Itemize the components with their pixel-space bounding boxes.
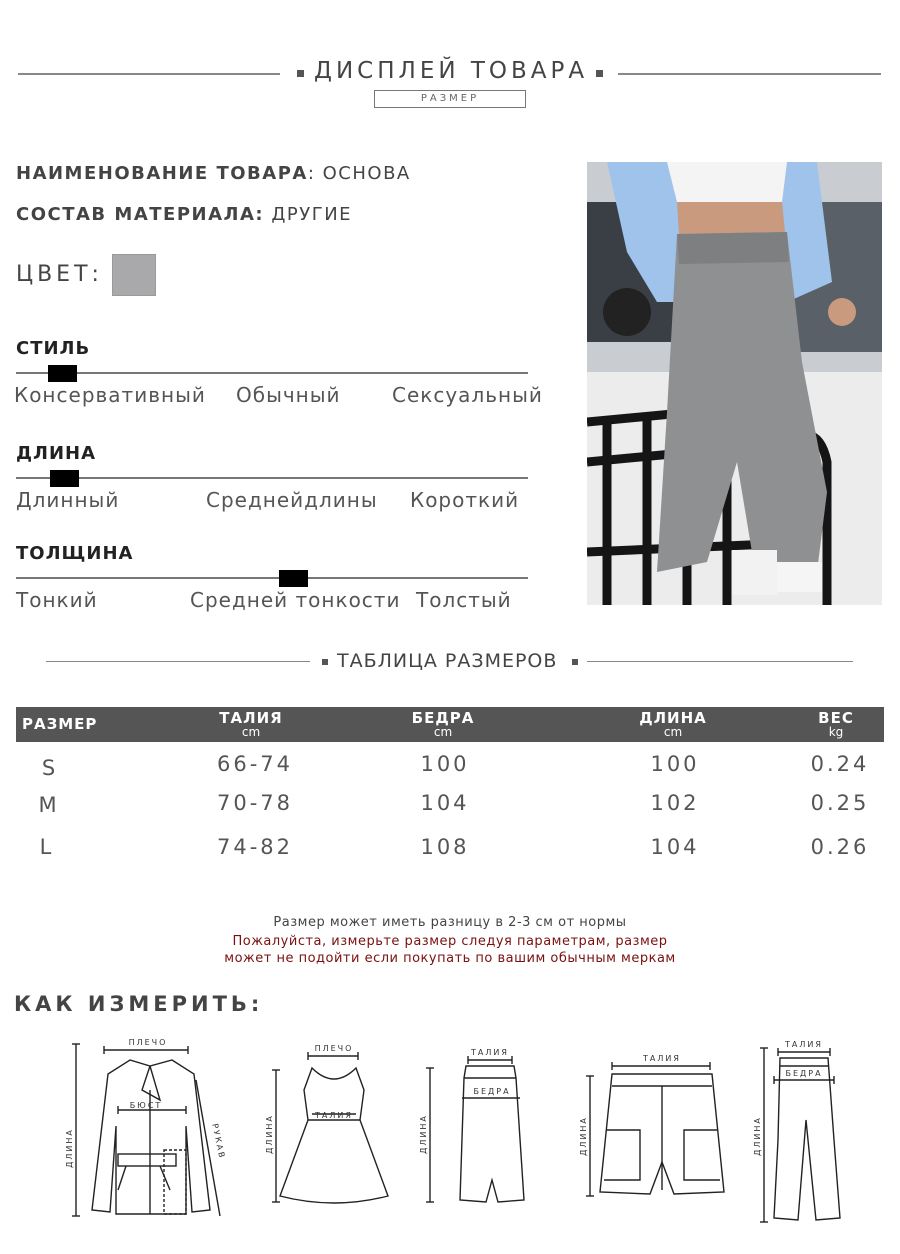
- material-row: [16, 204, 352, 225]
- label-waist-shorts: ТАЛИЯ: [643, 1054, 681, 1063]
- style-option-conservative: Консервативный: [14, 383, 206, 407]
- length-option-long: Длинный: [16, 488, 120, 512]
- thickness-option-thick: Толстый: [416, 588, 512, 612]
- label-hips-trousers: БЕДРА: [785, 1069, 823, 1078]
- how-to-measure-title: КАК ИЗМЕРИТЬ:: [14, 992, 264, 1016]
- label-waist-dress: ТАЛИЯ: [315, 1111, 353, 1120]
- style-option-sexy: Сексуальный: [392, 383, 543, 407]
- header-rule-right: [618, 73, 881, 75]
- material-value: ДРУГИЕ: [264, 204, 353, 225]
- product-photo: [587, 162, 882, 605]
- color-swatch: [112, 254, 156, 296]
- cell-length: 100: [650, 752, 700, 776]
- style-option-casual: Обычный: [236, 383, 341, 407]
- header-rule-left: [18, 73, 280, 75]
- measurement-diagrams: [0, 1030, 900, 1230]
- product-name-row: [16, 163, 411, 184]
- label-bust-shirt: БЮСТ: [129, 1101, 163, 1110]
- cell-hips: 108: [420, 835, 470, 859]
- color-label: ЦВЕТ:: [16, 262, 103, 287]
- label-length-skirt: ДЛИНА: [419, 1114, 428, 1154]
- size-table-header: [16, 707, 884, 742]
- material-label: СОСТАВ МАТЕРИАЛА:: [16, 204, 265, 225]
- length-option-medium: Среднейдлины: [206, 488, 378, 512]
- header-waist: ТАЛИЯ cm: [219, 709, 283, 739]
- label-length-shirt: ДЛИНА: [65, 1128, 74, 1168]
- cell-hips: 100: [420, 752, 470, 776]
- thickness-title: ТОЛЩИНА: [16, 543, 134, 564]
- cell-size: M: [38, 793, 60, 817]
- header-length: ДЛИНА cm: [639, 709, 707, 739]
- size-table-square-left: [322, 659, 328, 665]
- dress-diagram: [272, 1052, 388, 1203]
- measure-warning-line2: может не подойти если покупать по вашим обычным меркам: [224, 951, 676, 966]
- label-shoulder-dress: ПЛЕЧО: [314, 1044, 354, 1053]
- size-table-rule-right: [587, 661, 853, 662]
- thickness-option-thin: Тонкий: [16, 588, 98, 612]
- cell-waist: 66-74: [216, 752, 294, 776]
- size-table-square-right: [572, 659, 578, 665]
- label-waist-skirt: ТАЛИЯ: [471, 1048, 509, 1057]
- shorts-diagram: [586, 1062, 724, 1196]
- style-marker: [48, 365, 77, 382]
- size-table-rule-left: [46, 661, 310, 662]
- header-square-right: [596, 70, 603, 77]
- label-length-shorts: ДЛИНА: [579, 1116, 588, 1156]
- page-title: ДИСПЛЕЙ ТОВАРА: [314, 58, 589, 84]
- cell-length: 102: [650, 791, 700, 815]
- cell-hips: 104: [420, 791, 470, 815]
- label-length-trousers: ДЛИНА: [753, 1116, 762, 1156]
- label-shoulder-shirt: ПЛЕЧО: [128, 1038, 168, 1047]
- label-sleeve-shirt: РУКАВ: [210, 1122, 227, 1161]
- cell-size: L: [39, 835, 55, 859]
- thickness-track: [16, 577, 528, 579]
- header-size: РАЗМЕР: [22, 715, 98, 733]
- label-length-dress: ДЛИНА: [265, 1114, 274, 1154]
- cell-weight: 0.24: [810, 752, 870, 776]
- cell-size: S: [41, 756, 59, 780]
- thickness-marker: [279, 570, 308, 587]
- thickness-option-medium: Средней тонкости: [190, 588, 401, 612]
- measure-warning-line1: Пожалуйста, измерьте размер следуя параметрам, размер: [232, 934, 668, 949]
- length-marker: [50, 470, 79, 487]
- cell-waist: 70-78: [216, 791, 294, 815]
- length-option-short: Короткий: [410, 488, 520, 512]
- cell-weight: 0.25: [810, 791, 870, 815]
- header-weight: ВЕС kg: [818, 709, 854, 739]
- skirt-diagram: [426, 1056, 524, 1202]
- length-track: [16, 477, 528, 479]
- size-note: Размер может иметь разницу в 2-3 см от нормы: [273, 915, 627, 930]
- label-waist-trousers: ТАЛИЯ: [785, 1040, 823, 1049]
- cell-weight: 0.26: [810, 835, 870, 859]
- header-square-left: [297, 70, 304, 77]
- label-hips-skirt: БЕДРА: [473, 1087, 511, 1096]
- cell-waist: 74-82: [216, 835, 294, 859]
- header-subtitle: РАЗМЕР: [374, 90, 526, 108]
- style-track: [16, 372, 528, 374]
- size-table-title: ТАБЛИЦА РАЗМЕРОВ: [337, 650, 558, 672]
- header-hips: БЕДРА cm: [411, 709, 475, 739]
- style-title: СТИЛЬ: [16, 338, 91, 359]
- product-name-label: НАИМЕНОВАНИЕ ТОВАРА: [16, 163, 308, 184]
- cell-length: 104: [650, 835, 700, 859]
- length-title: ДЛИНА: [16, 443, 97, 464]
- product-name-value: : ОСНОВА: [307, 163, 411, 184]
- shirt-diagram: [72, 1044, 220, 1216]
